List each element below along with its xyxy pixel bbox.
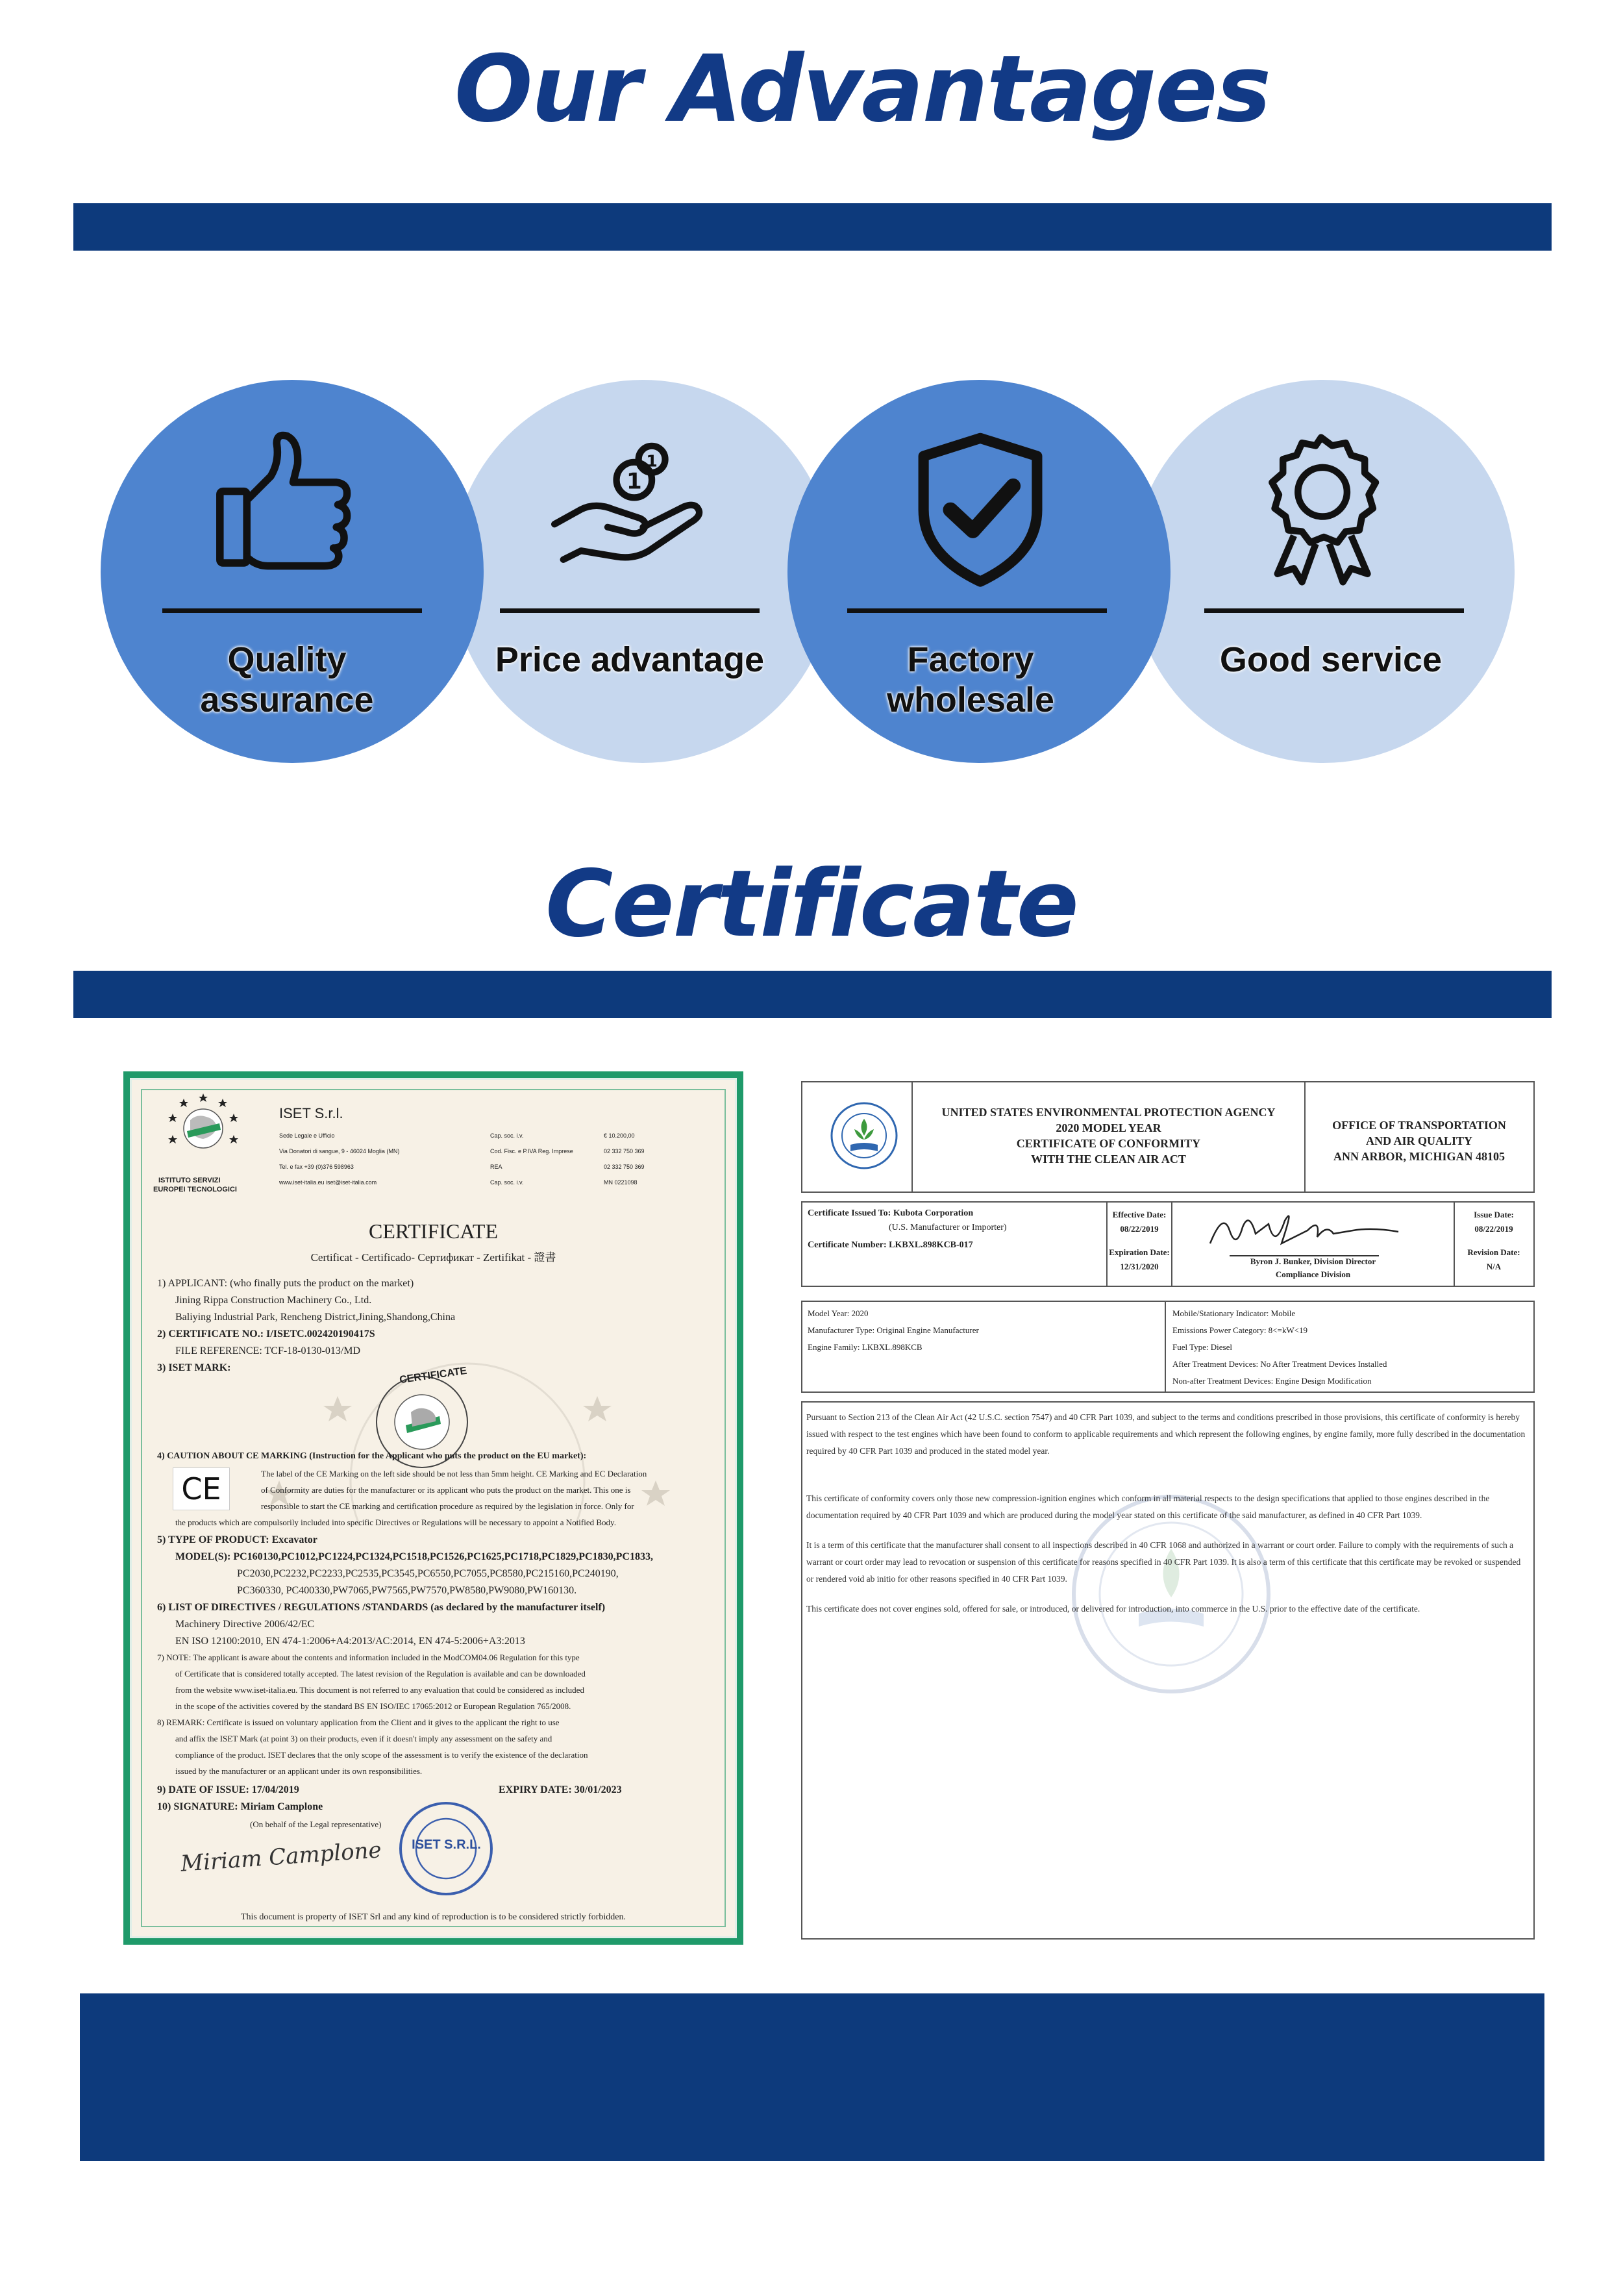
note-line: 7) NOTE: The applicant is aware about the contents and information included in the ModCOM04.06 Regulation for this type [157,1653,580,1662]
iset-logo-icon [155,1091,252,1179]
expiration-date: 12/31/2020 [1120,1262,1159,1271]
paragraph: This certificate of conformity covers only those new compression-ignition engines which conform in all material respects to the design specifications that applied to those engines described in the documentation required by 40 CFR Part 1039 and which are produced during the model year stated on this certificate of the said manufacturer, as defined in 40 CFR Part 1039. [806,1493,1490,1520]
remark-line: and affix the ISET Mark (at point 3) on their products, even if it doesn't imply any assessment on the safety and [175,1734,552,1743]
spec-line: Emissions Power Category: 8<=kW<19 [1172,1325,1307,1335]
registry-value: MN 0221098 [604,1179,638,1186]
certificate-band [73,971,1552,1018]
office-line: ANN ARBOR, MICHIGAN 48105 [1333,1150,1505,1163]
issued-to-sub: (U.S. Manufacturer or Importer) [889,1223,1007,1232]
file-reference: FILE REFERENCE: TCF-18-0130-013/MD [175,1345,361,1356]
standards-line: EN ISO 12100:2010, EN 474-1:2006+A4:2013/AC:2014, EN 474-5:2006+A3:2013 [175,1636,525,1647]
on-behalf-line: (On behalf of the Legal representative) [250,1819,382,1829]
certificate-footer: This document is property of ISET Srl and any kind of reproduction is to be considered strictly forbidden. [240,1912,626,1922]
company-name: ISET S.r.l. [279,1105,343,1121]
advantages-heading: Our Advantages [454,36,1270,143]
note-line: from the website www.iset-italia.eu. This document is not referred to any evaluation that could be considered as included [175,1685,584,1695]
signer-name: Byron J. Bunker, Division Director [1250,1256,1376,1266]
address-line: Sede Legale e Ufficio [279,1132,335,1139]
divider-line [1204,608,1464,613]
registry-value: € 10.200,00 [604,1132,635,1139]
logo-caption-line1: ISTITUTO SERVIZI [158,1177,221,1184]
agency-line: 2020 MODEL YEAR [1056,1121,1161,1134]
registry-value: 02 332 750 369 [604,1164,645,1170]
remark-line: issued by the manufacturer or an applicant under its own responsibilities. [175,1766,423,1776]
registry-label: Cod. Fisc. e P.IVA Reg. Imprese [490,1148,573,1154]
applicant-line: 1) APPLICANT: (who finally puts the product on the market) [157,1278,414,1289]
divider-line [847,608,1107,613]
epa-seal-icon [828,1090,900,1181]
registry-label: Cap. soc. i.v. [490,1179,524,1186]
spec-line: Model Year: 2020 [808,1308,869,1318]
spec-line: Mobile/Stationary Indicator: Mobile [1172,1308,1296,1318]
footer-band [80,1993,1544,2161]
remark-line: 8) REMARK: Certificate is issued on voluntary application from the Client and it gives to the applicant the right to use [157,1717,560,1727]
shield-check-icon [906,432,1055,591]
remark-line: compliance of the product. ISET declares that the only scope of the assessment is to verify the existence of the declaration [175,1750,588,1760]
agency-line: CERTIFICATE OF CONFORMITY [1016,1137,1201,1150]
handwritten-signature: Miriam Camplone [179,1837,382,1877]
advantage-label-factory: Factory wholesale [886,640,1055,719]
divider-line [162,608,422,613]
expiry-date: EXPIRY DATE: 30/01/2023 [499,1784,622,1795]
certificate-number: 2) CERTIFICATE NO.: I/ISETC.002420190417S [157,1329,375,1340]
iset-certificate [123,1071,743,1945]
hand-coins-icon [549,432,711,581]
issue-date: 08/22/2019 [1474,1224,1513,1234]
advantage-label-quality: Quality assurance [200,640,374,719]
divider-line [500,608,760,613]
signature-line: 10) SIGNATURE: Miriam Camplone [157,1801,323,1812]
office-line: AND AIR QUALITY [1365,1134,1473,1147]
registry-label: Cap. soc. i.v. [490,1132,524,1139]
advantage-label-service: Good service [1219,640,1443,679]
directives-title: 6) LIST OF DIRECTIVES / REGULATIONS /STANDARDS (as declared by the manufacturer itself) [157,1602,606,1613]
ce-caution-text: The label of the CE Marking on the left side should be not less than 5mm height. CE Marking and EC Declaration [261,1469,647,1479]
applicant-name: Jining Rippa Construction Machinery Co., Ltd. [175,1295,372,1306]
models-line: MODEL(S): PC160130,PC1012,PC1224,PC1324,PC1518,PC1526,PC1625,PC1718,PC1829,PC1830,PC1833, [175,1551,653,1562]
advantage-label-price: Price advantage [495,640,765,679]
date-of-issue: 9) DATE OF ISSUE: 17/04/2019 [157,1784,299,1795]
note-line: in the scope of the activities covered by the standard BS EN ISO/IEC 17065:2012 or European Regulation 765/2008. [175,1701,571,1711]
revision-label: Revision Date: [1467,1247,1520,1257]
spec-line: Manufacturer Type: Original Engine Manufacturer [808,1325,979,1335]
expiration-label: Expiration Date: [1109,1247,1170,1257]
issue-label: Issue Date: [1474,1210,1514,1219]
directive-line: Machinery Directive 2006/42/EC [175,1619,315,1630]
signer-dept: Compliance Division [1275,1269,1351,1279]
ce-caution-text: of Conformity are duties for the manufacturer or its applicant who puts the product on the market. This one is [261,1485,631,1495]
ce-mark-box [173,1467,230,1510]
paragraph: This certificate does not cover engines sold, offered for sale, or introduced, or delivered for introduction, into commerce in the U.S. prior to the effective date of the certificate. [806,1604,1420,1614]
registry-label: REA [490,1164,502,1170]
ce-caution-text: the products which are compulsorily included into specific Directives or Regulations will be necessary to appoint a Notified Body. [175,1517,616,1527]
spec-line: Fuel Type: Diesel [1172,1342,1233,1352]
product-type: 5) TYPE OF PRODUCT: Excavator [157,1534,317,1545]
address-line: Via Donatori di sangue, 9 - 46024 Moglia (MN) [279,1148,400,1154]
paragraph: It is a term of this certificate that the manufacturer shall consent to all inspections described in 40 CFR 1068 and authorized in a warrant or court order. Failure to comply with the requirements of such a warrant or court order may lead to revocation or suspension of this certificate for reasons specified in 40 CFR Part 1039. It is also a term of this certificate that this certificate may be revoked or suspended or rendered void ab initio for other reasons specified in 40 CFR Part 1039. [806,1540,1521,1584]
header-band [73,203,1552,251]
svg-text:1: 1 [646,451,658,471]
effective-date: 08/22/2019 [1120,1224,1159,1234]
ce-caution-text: responsible to start the CE marking and certification procedure as required by the legislation in force. Only for [261,1501,634,1511]
certificate-subtitle: Certificat - Certificado- Сертификат - Zertifikat - 證書 [310,1251,556,1264]
certificate-heading: Certificate [545,851,1078,958]
office-line: OFFICE OF TRANSPORTATION [1332,1119,1506,1132]
address-line: Tel. e fax +39 (0)376 598963 [279,1164,354,1170]
ce-caution-title: 4) CAUTION ABOUT CE MARKING (Instruction for the Applicant who puts the product on the EU market): [157,1451,587,1461]
epa-certificate [801,1081,1535,1938]
note-line: of Certificate that is considered totally accepted. The latest revision of the Regulation is available and can be downloaded [175,1669,586,1678]
address-line: www.iset-italia.eu iset@iset-italia.com [279,1179,377,1186]
director-signature-icon [1204,1204,1411,1256]
cert-number: Certificate Number: LKBXL.898KCB-017 [808,1240,973,1250]
agency-line: WITH THE CLEAN AIR ACT [1031,1153,1186,1166]
issued-to: Certificate Issued To: Kubota Corporation [808,1208,974,1218]
agency-line: UNITED STATES ENVIRONMENTAL PROTECTION AGENCY [941,1106,1276,1119]
spec-line: Non-after Treatment Devices: Engine Design Modification [1172,1376,1372,1386]
applicant-address: Baliying Industrial Park, Rencheng District,Jining,Shandong,China [175,1312,456,1323]
registry-value: 02 332 750 369 [604,1148,645,1154]
certificate-title: CERTIFICATE [369,1219,498,1243]
svg-text:1: 1 [626,468,642,495]
seal-text: CERTIFICATE [399,1365,468,1386]
stamp-text: ISET S.R.L. [412,1838,481,1852]
iset-mark-label: 3) ISET MARK: [157,1362,231,1373]
award-badge-icon [1253,432,1389,588]
revision-date: N/A [1486,1262,1502,1271]
spec-line: After Treatment Devices: No After Treatment Devices Installed [1172,1359,1387,1369]
paragraph: Pursuant to Section 213 of the Clean Air Act (42 U.S.C. section 7547) and 40 CFR Part 1039, and subject to the terms and conditions prescribed in those provisions, this certificate of conformity is hereby issued with respect to the test engines which have been found to conform to applicable requirements and which represent the following engines, by engine family, more fully described in the documentation required by 40 CFR Part 1039 and produced in the stated model year. [806,1412,1526,1456]
logo-caption-line2: EUROPEI TECNOLOGICI [153,1186,237,1193]
models-line: PC360330, PC400330,PW7065,PW7565,PW7570,PW8580,PW9080,PW160130. [237,1585,577,1596]
effective-label: Effective Date: [1112,1210,1167,1219]
models-line: PC2030,PC2232,PC2233,PC2535,PC3545,PC6550,PC7055,PC8580,PC215160,PC240190, [237,1568,619,1579]
spec-line: Engine Family: LKBXL.898KCB [808,1342,923,1352]
ce-mark-icon: CE [181,1471,221,1506]
thumbs-up-icon [211,429,360,578]
